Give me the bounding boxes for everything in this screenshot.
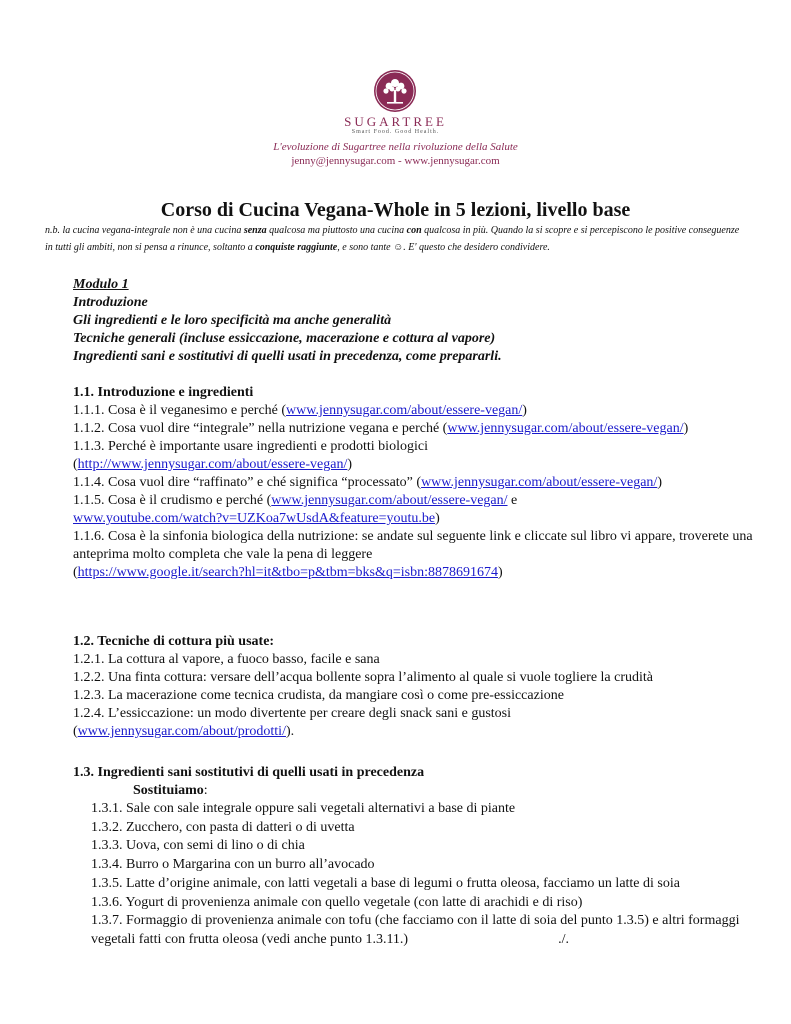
list-item: 1.3.4. Burro o Margarina con un burro all’avocado: [91, 857, 375, 873]
list-item: 1.1.3. Perché è importante usare ingredienti e prodotti biologici (http://www.jennysugar.com/about/essere-vegan/): [73, 439, 428, 472]
link-youtube[interactable]: www.youtube.com/watch?v=UZKoa7wUsdA&feature=youtu.be: [73, 511, 436, 526]
section-heading: 1.1. Introduzione e ingredienti: [73, 385, 254, 400]
module-line: Ingredienti sani e sostitutivi di quelli usati in precedenza, come prepararli.: [73, 349, 502, 364]
list-item: 1.1.6. Cosa è la sinfonia biologica della nutrizione: se andate sul seguente link e cliccate sul libro vi appare, troverete una anteprima molto completa che vale la pena di leggere (https://www.google.it/search?hl=it&tbo=p&tbm=bks&q=isbn:8878691674): [73, 529, 753, 580]
list-item: 1.1.5. Cosa è il crudismo e perché (www.jennysugar.com/about/essere-vegan/ e www.youtube.com/watch?v=UZKoa7wUsdA&feature=youtu.be): [73, 493, 518, 526]
intro-note: n.b. la cucina vegana-integrale non è una cucina senza qualcosa ma piuttosto una cucina con qualcosa in più. Quando la si scopre e si percepiscono le positive conseguenze in tutti gli ambiti, non si pensa a rinunce, soltanto a conquiste raggiunte, e sono tante ☺. E' questo che desidero condividere.: [45, 225, 740, 253]
module-line: Tecniche generali (incluse essiccazione, macerazione e cottura al vapore): [73, 331, 496, 346]
list-item: 1.3.2. Zucchero, con pasta di datteri o di uvetta: [91, 819, 355, 835]
list-item: 1.1.1. Cosa è il veganesimo e perché (www.jennysugar.com/about/essere-vegan/): [73, 403, 527, 418]
module-line: Gli ingredienti e le loro specificità ma anche generalità: [73, 313, 392, 328]
list-item: 1.2.3. La macerazione come tecnica crudista, da mangiare così o come pre-essiccazione: [73, 688, 564, 703]
link-essere-vegan[interactable]: www.jennysugar.com/about/essere-vegan/: [447, 421, 684, 436]
list-item: 1.3.3. Uova, con semi di lino o di chia: [91, 838, 305, 854]
link-essere-vegan[interactable]: http://www.jennysugar.com/about/essere-vegan/: [77, 457, 348, 472]
list-item: 1.3.1. Sale con sale integrale oppure sali vegetali alternativi a base di piante: [91, 801, 516, 816]
brand-name: SUGARTREE: [344, 114, 447, 129]
section-introduction: [73, 384, 753, 582]
section-cooking-techniques: [73, 633, 753, 741]
module-label: Modulo 1: [73, 277, 129, 292]
list-item: 1.2.4. L’essiccazione: un modo divertente per creare degli snack sani e gustosi: [73, 706, 512, 721]
list-item: 1.2.2. Una finta cottura: versare dell’acqua bollente sopra l’alimento al quale si vuole togliere la crudità: [73, 670, 654, 685]
link-google-books[interactable]: https://www.google.it/search?hl=it&tbo=p&tbm=bks&q=isbn:8878691674: [77, 565, 498, 580]
list-item: 1.3.5. Latte d’origine animale, con latti vegetali a base di legumi o frutta oleosa, facciamo un latte di soia: [91, 875, 680, 891]
link-essere-vegan[interactable]: www.jennysugar.com/about/essere-vegan/: [286, 403, 523, 418]
link-prodotti[interactable]: www.jennysugar.com/about/prodotti/: [77, 724, 286, 739]
brand-tagline: Smart Food. Good Health.: [351, 129, 440, 135]
list-item: (www.jennysugar.com/about/prodotti/).: [73, 724, 295, 739]
list-item: 1.2.1. La cottura al vapore, a fuoco basso, facile e sana: [73, 652, 380, 667]
link-essere-vegan[interactable]: www.jennysugar.com/about/essere-vegan/: [271, 493, 508, 508]
header-subtitle: L'evoluzione di Sugartree nella rivoluzione della Salute: [273, 141, 518, 153]
header-contacts: jenny@jennysugar.com - www.jennysugar.com: [291, 155, 500, 167]
list-item: 1.1.4. Cosa vuol dire “raffinato” e ché significa “processato” (www.jennysugar.com/about/essere-vegan/): [73, 475, 662, 490]
list-item: 1.3.7. Formaggio di provenienza animale con tofu (che facciamo con il latte di soia del punto 1.3.5) e altri formaggi vegetali fatti con frutta oleosa (vedi anche punto 1.3.11.) ./.: [91, 912, 753, 949]
document-title: Corso di Cucina Vegana-Whole in 5 lezioni, livello base: [160, 199, 631, 221]
section-heading: 1.3. Ingredienti sani sostitutivi di quelli usati in precedenza: [73, 765, 425, 780]
link-essere-vegan[interactable]: www.jennysugar.com/about/essere-vegan/: [421, 475, 658, 490]
module-line: Introduzione: [73, 295, 148, 310]
module-block: [73, 276, 753, 366]
continued-mark: ./.: [558, 931, 569, 947]
section-substitutes: [73, 764, 753, 950]
list-item: 1.3.6. Yogurt di provenienza animale con quello vegetale (con latte di arachidi e di riso): [91, 894, 583, 910]
sugartree-logo-icon: [372, 68, 418, 114]
subheading: Sostituiamo:: [133, 783, 208, 798]
section-heading: 1.2. Tecniche di cottura più usate:: [73, 634, 275, 649]
list-item: 1.1.2. Cosa vuol dire “integrale” nella nutrizione vegana e perché (www.jennysugar.com/about/essere-vegan/): [73, 421, 689, 436]
